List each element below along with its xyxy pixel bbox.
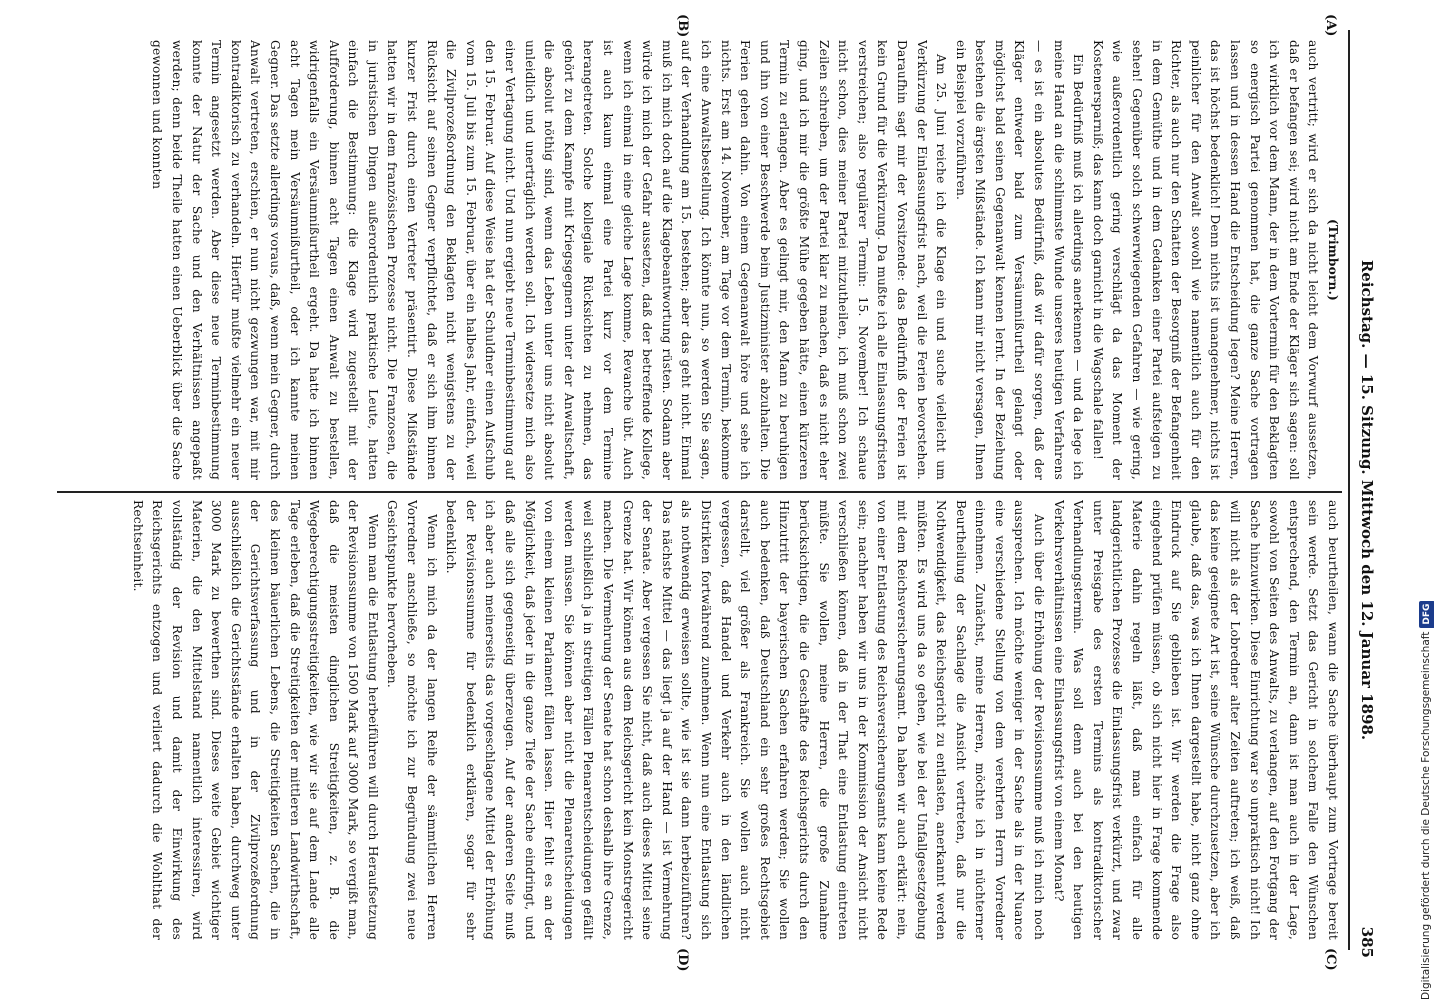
margin-mark-d: (D) — [675, 948, 690, 972]
left-column — [57, 40, 1342, 480]
page-header — [1354, 30, 1378, 970]
paragraph: Ein Bedürfniß muß ich allerdings anerkennen — und da lege ich meine Hand an die schlimmste Wunde unseres heutigen Verfahrens — es ist ein absolutes Bedürfniß, daß wir dafür sorgen, daß der Kläger entweder bald zum Versäumnißurtheil gelangt oder möglichst bald seinen Gegenanwalt kennen lernt. In der Beziehung bestehen die ärgsten Mißstände. Ich kann mir nicht versagen, Ihnen ein Beispiel vorzuführen. — [953, 40, 1086, 480]
margin-mark-b: (B) — [675, 14, 690, 38]
right-column — [57, 500, 1342, 940]
paragraph: Am 25. Juni reiche ich die Klage ein und suche vielleicht um Verkürzung der Einlassungsfrist nach, weil die Ferien bevorstehen. Daraufhin sagt mir der Vorsitzende: das Bedürfniß der Ferien ist kein Grund für die Verkürzung. Da mußte ich alle Einlassungsfristen verstreichen; also regulärer Termin: 15. November! Ich schaue nicht schon, dies meiner Partei mitzutheilen, ich muß schon zwei Zeilen schreiben, um der Partei klar zu machen, daß es nicht eher ging, und ich mir die größte Mühe gegeben hätte, einen kürzeren Termin zu erlangen. Aber es gelingt mir, den Mann zu beruhigen und ihn von einer Beschwerde beim Justizminister abzuhalten. Die Ferien gehen dahin. Von einem Gegenanwalt höre und sehe ich nichts. Erst am 14. November, am Tage vor dem Termin, bekomme ich eine Anwaltsbestellung. Ich könnte nun, so werden Sie sagen, auf der Verhandlung am 15. bestehen; aber das geht nicht. Einmal muß ich mich doch auf die Klagebeantwortung rüsten. Sodann aber würde ich mich der Gefahr aussetzen, daß der betreffende Kollege, wenn ich einmal in eine gleiche Lage komme, Revanche übt. Auch ist auch kaum einmal eine Partei kurz vor dem Termine herangetreten. Solche kollegiale Rücksichten zu nehmen, das gehört zu dem Kampfe mit Kriegsgegnern unter der Anwaltschaft, die absolut nöthig sind, wenn das Leben unter uns nicht absolut unleidlich und unerträglich werden soll. Ich widersetze mich also einer Vertagung nicht. Und nun ergiebt neue Terminbestimmung auf den 15. Februar. Auf diese Weise hat der Schuldner einen Aufschub vom 15. Juli bis zum 15. Februar, über ein halbes Jahr, einfach, weil die Zivilprozeßordnung den Beklagten nicht wenigstens zu der Rücksicht auf seinen Gegner verpflichtet, daß er sich ihm binnen kurzer Frist durch einen Vertreter präsentirt. Diese Mißstände hatten wir in dem französischen Prozesse nicht. Die Franzosen, die in juristischen Dingen außerordentlich praktische Leute, hatten einfach die Bestimmung: die Klage wird zugestellt mit der Aufforderung, binnen acht Tagen einen Anwalt zu bestellen, widrigenfalls ein Versäumnißurtheil ergeht. Da hatte ich binnen acht Tagen mein Versäumnißurtheil, oder ich kannte meinen Gegner. Das setzte allerdings voraus, daß, wenn mein Gegner, durch Anwalt vertreten, erschien, er nun nicht gezwungen war, mit mir kontradiktorisch zu verhandeln. Hierfür mußte vielmehr ein neuer Termin angesetzt werden. Aber diese neue Terminbestimmung konnte der Natur der Sache und den Verhältnissen angepaßt werden; denn beide Theile hatten einen Ueberblick über die Sache gewonnen und konnten — [150, 40, 949, 480]
digitization-credit — [1418, 0, 1434, 1000]
page-title: Reichstag. — 15. Sitzung. Mittwoch den 12. Januar 1898. — [1358, 259, 1376, 741]
paragraph: Wenn man die Entlastung herbeiführen will durch Heraufsetzung der Revisionssumme von 1500 Mark auf 3000 Mark, so vergißt man, daß die meisten dinglichen Streitigkeiten, z. B. die Wegeberechtigungsstreitigkeiten, wie wir sie auf dem Lande alle Tage erleben, daß die Streitigkeiten der mittleren Landwirthschaft, des kleinen bäuerlichen Lebens, die Streitigkeiten Sachen, die in der Gerichtsverfassung und in der Zivilprozeßordnung ausschließlich die Gerichtsstände erhalten haben, durchweg unter 3000 Mark zu bewerthen sind. Dieses weite Gebiet wichtiger Materien, die den Mittelstand namentlich interessiren, wird vollständig der Revision und damit der Einwirkung des Reichsgerichts entzogen und verliert dadurch die Wohlthat der Rechtseinheit. — [130, 500, 380, 940]
paragraph: Auch über die Erhöhung der Revisionssumme muß ich mich noch aussprechen. Ich möchte weniger in der Sache als in der Nuance eine verschiedene Stellung von dem verehrten Herrn Vorredner einnehmen. Zunächst, meine Herren, möchte ich in nüchterner Beurtheilung der Sachlage die Ansicht vertreten, daß nur die Nothwendigkeit, das Reichsgericht zu entlasten, anerkannt werden müßten. Es wird uns da so gehen, wie bei der Unfallgesetzgebung mit dem Reichsversicherungsamt. Da haben wir auch erklärt: nein, von einer Entlastung des Reichsversicherungsamts kann keine Rede sein; nachher haben wir uns in der Kommission der Ansicht nicht verschließen können, daß in der That eine Entlastung eintreten müßte. Sie wollen, meine Herren, die große Zunahme berücksichtigen, die die Geschäfte des Reichsgerichts durch den Hinzutritt der bayerischen Sachen erfahren werden; Sie wollen auch bedenken, daß Deutschland ein sehr großes Rechtsgebiet darstellt, viel größer als Frankreich. Sie wollen auch nicht vergessen, daß Handel und Verkehr auch in den ländlichen Distrikten fortwährend zunehmen. Wenn nun eine Entlastung sich als nothwendig erweisen sollte, wie ist sie dann herbeizuführen? Das nächste Mittel — das liegt ja auf der Hand — ist Vermehrung der Senate. Aber vergessen Sie nicht, daß auch dieses Mittel seine Grenze hat. Wir können aus dem Reichsgericht kein Monstregericht machen. Die Vermehrung der Senate hat schon deshalb ihre Grenze, weil schließlich ja in streitigen Fällen Plenarentscheidungen gefällt werden müssen. Sie können aber nicht die Plenarentscheidungen von einem kleinen Parlament fällen lassen. Hier fehlt es an der Möglichkeit, daß jeder in die ganze Tiefe der Sache eindringt, und daß alle sich gegenseitig überzeugen. Auf der anderen Seite muß ich aber auch meinerseits das vorgeschlagene Mittel der Erhöhung der Revisionssumme für bedenklich erklären, sogar für sehr bedenklich. — [444, 500, 1047, 940]
dfg-logo: DFG — [1419, 601, 1434, 628]
header-rule — [1348, 30, 1350, 950]
newspaper-page — [45, 0, 1390, 980]
column-separator — [57, 491, 1342, 493]
paragraph: auch vertritt; wird er sich da nicht leicht dem Vorwurf aussetzen, daß er befangen sei; wird nicht am Ende der Kläger sich sagen: soll ich wirklich vor dem Mann, der in dem Vortermin für den Beklagten so energisch Partei genommen hat, die ganze Sache vortragen lassen und in dessen Hand die Entscheidung legen? Meine Herren, das ist höchst bedenklich! Denn nichts ist unangenehmer, nichts ist peinlicher für den Anwalt sowohl wie namentlich auch für den Richter, als auch nur den Schatten der Besorgniß der Befangenheit in dem Gemüthe und in dem Gedanken einer Partei aufsteigen zu sehen! Gegenüber solch schwerwiegenden Gefahren — wie gering, wie außerordentlich gering verschlägt da das Moment der Kostenersparniß; das kann doch garnicht in die Wagschale fallen! — [1090, 40, 1321, 480]
credit-text: Digitalisierung gefördert durch die Deutsche Forschungsgemeinschaft — [1420, 631, 1432, 1000]
paragraph: auch beurtheilen, wann die Sache überhaupt zum Vortrage bereit sein werde. Setzt das Gericht in solchem Falle den Wünschen entsprechend, den Termin an, dann ist man auch in der Lage, sowohl von Seiten des Anwalts, zu verlangen, auf den Fortgang der Sache hinzuwirken. Diese Einrichtung war so unpraktisch nicht! Ich will nicht als der Lobredner alter Zeiten auftreten; ich weiß, daß das keine geeignete Art ist, seine Wünsche durchzusetzen, aber ich glaube, daß das, was ich Ihnen dargestellt habe, nicht ganz ohne Eindruck auf Sie geblieben ist. Wir werden die Frage also eingehend prüfen müssen, ob sich nicht hier in Frage kommende Materie dahin regeln läßt, daß man einfach für alle landgerichtlichen Prozesse die Einlassungsfrist verkürzt, und zwar unter Preisgabe des ersten Termins als kontradiktorischer Verhandlungstermin. Was soll denn auch bei den heutigen Verkehrsverhältnissen eine Einlassungsfrist von einem Monat? — [1051, 500, 1340, 940]
paragraph: Wenn ich mich da der langen Reihe der sämmtlichen Herren Vorredner anschließe, so möchte ich zur Begründung zwei neue Gesichtspunkte hervorheben. — [385, 500, 439, 940]
page-number: 385 — [1358, 926, 1376, 958]
margin-mark-a: (A) — [1323, 14, 1338, 37]
margin-mark-c: (C) — [1323, 948, 1338, 971]
speaker-name: (Trimborn.) — [1326, 218, 1340, 302]
